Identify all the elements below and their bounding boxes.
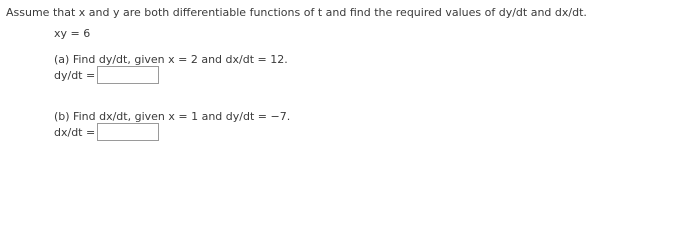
part-b-answer-label: dx/dt = — [54, 126, 96, 139]
part-b-answer-input[interactable] — [97, 123, 159, 141]
part-a-question: (a) Find dy/dt, given x = 2 and dx/dt = 12. — [54, 53, 288, 66]
part-a-answer-label: dy/dt = — [54, 69, 96, 82]
problem-instructions: Assume that x and y are both differentiable functions of t and find the required values of dy/dt and dx/dt. — [6, 6, 587, 19]
part-b-question: (b) Find dx/dt, given x = 1 and dy/dt = −7. — [54, 110, 291, 123]
given-equation: xy = 6 — [54, 27, 91, 40]
part-a-answer-input[interactable] — [97, 66, 159, 84]
